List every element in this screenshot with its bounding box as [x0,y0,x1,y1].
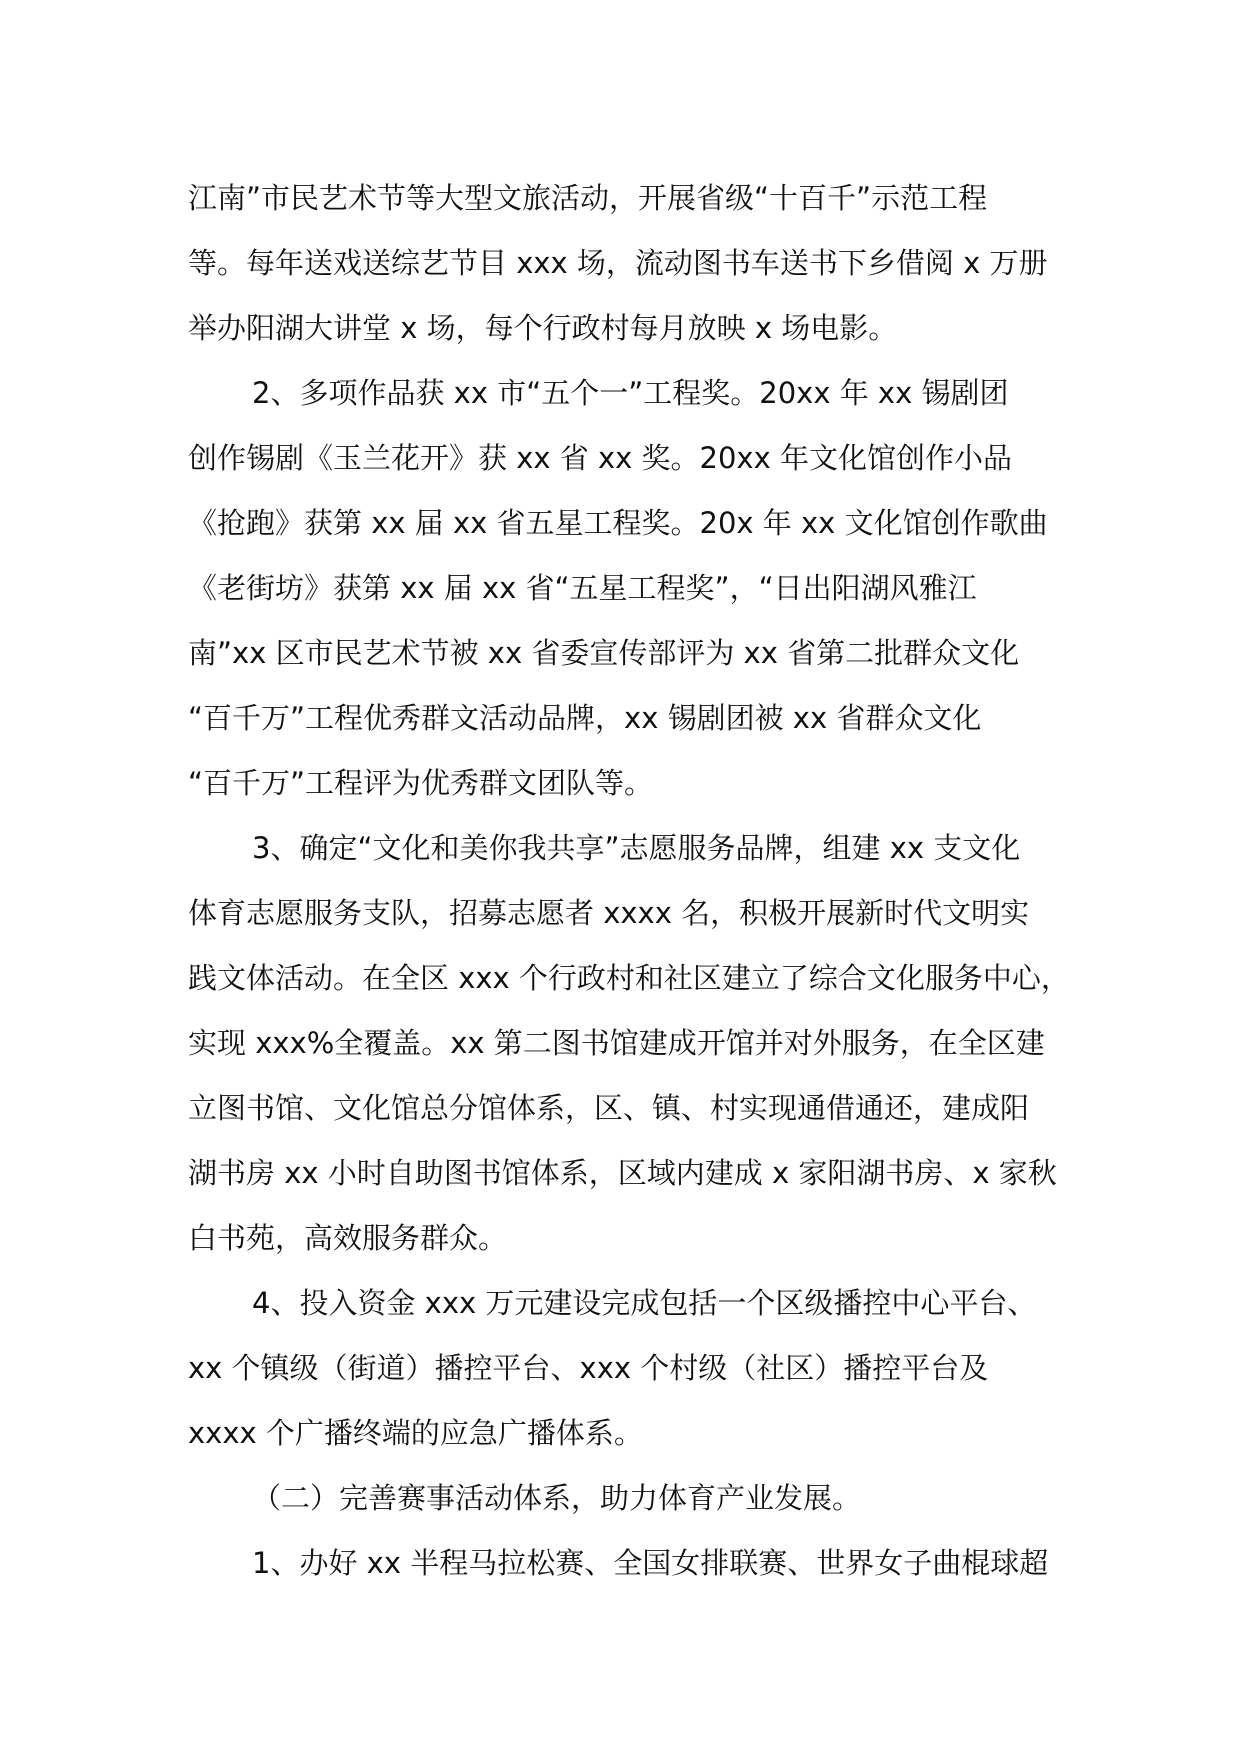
text-line: xxxx 个广播终端的应急广播体系。 [188,1416,643,1450]
text-line: 南”xx 区市民艺术节被 xx 省委宣传部评为 xx 省第二批群众文化 [188,636,1020,670]
text-line: 体育志愿服务支队，招募志愿者 xxxx 名，积极开展新时代文明实 [188,896,1030,930]
paragraph-start-line: 1、办好 xx 半程马拉松赛、全国女排联赛、世界女子曲棍球超 [252,1546,1049,1580]
text-line: 《老街坊》获第 xx 届 xx 省“五星工程奖”，“日出阳湖风雅江 [188,571,977,605]
text-line: 《抢跑》获第 xx 届 xx 省五星工程奖。20x 年 xx 文化馆创作歌曲 [188,506,1048,540]
text-line: “百千万”工程优秀群文活动品牌，xx 锡剧团被 xx 省群众文化 [188,701,982,735]
text-line: 等。每年送戏送综艺节目 xxx 场，流动图书车送书下乡借阅 x 万册 [188,246,1048,280]
text-line: 白书苑，高效服务群众。 [188,1221,508,1255]
paragraph-start-line: 4、投入资金 xxx 万元建设完成包括一个区级播控中心平台、 [252,1286,1037,1320]
text-line: 创作锡剧《玉兰花开》获 xx 省 xx 奖。20xx 年文化馆创作小品 [188,441,1012,475]
text-line: 江南”市民艺术节等大型文旅活动，开展省级“十百千”示范工程 [188,181,988,215]
text-line: “百千万”工程评为优秀群文团队等。 [188,766,654,800]
document-body [188,166,1088,1596]
text-line: 践文体活动。在全区 xxx 个行政村和社区建立了综合文化服务中心， [188,961,1070,995]
section-heading: （二）完善赛事活动体系，助力体育产业发展。 [252,1481,862,1515]
text-line: 立图书馆、文化馆总分馆体系，区、镇、村实现通借通还，建成阳 [188,1091,1030,1125]
text-line: 实现 xxx%全覆盖。xx 第二图书馆建成开馆并对外服务，在全区建 [188,1026,1045,1060]
text-line: xx 个镇级（街道）播控平台、xxx 个村级（社区）播控平台及 [188,1351,989,1385]
paragraph-start-line: 3、确定“文化和美你我共享”志愿服务品牌，组建 xx 支文化 [252,831,1021,865]
text-line: 湖书房 xx 小时自助图书馆体系，区域内建成 x 家阳湖书房、x 家秋 [188,1156,1057,1190]
text-line: 举办阳湖大讲堂 x 场，每个行政村每月放映 x 场电影。 [188,311,898,345]
paragraph-start-line: 2、多项作品获 xx 市“五个一”工程奖。20xx 年 xx 锡剧团 [252,376,1009,410]
